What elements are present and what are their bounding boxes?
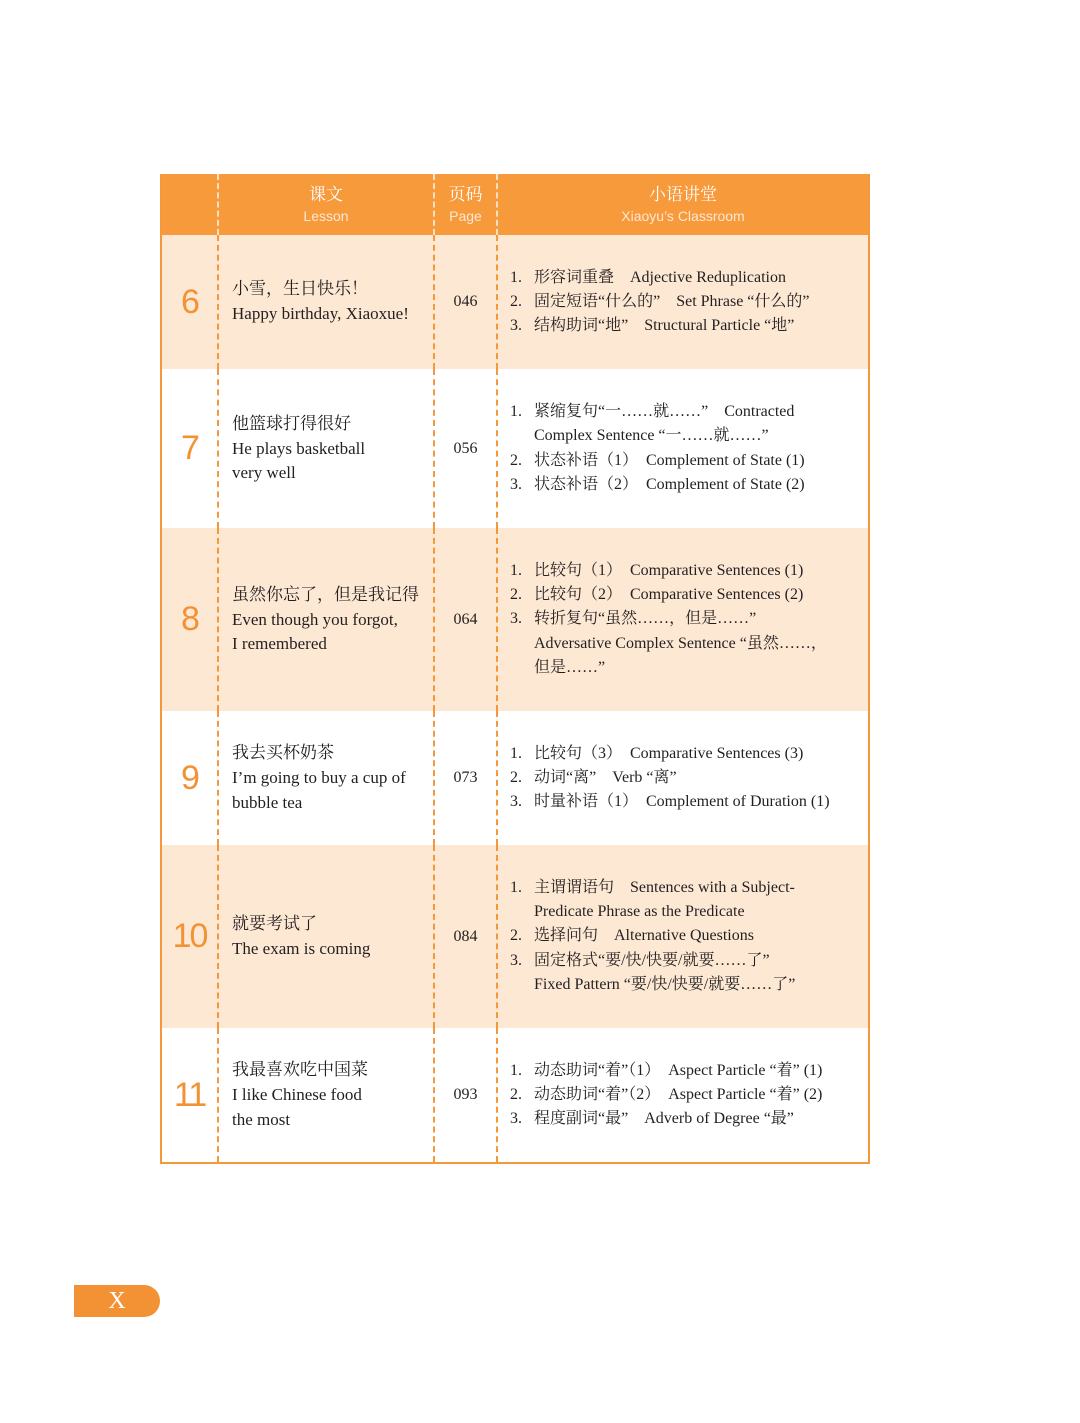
classroom-points [496, 1028, 868, 1162]
table-row [162, 845, 868, 1028]
grammar-point-text [534, 290, 868, 314]
lesson-title-zh: 就要考试了 [232, 913, 317, 934]
grammar-point-text [534, 876, 868, 925]
table-row [162, 369, 868, 528]
grammar-point-line: 紧缩复句“一……就……” Contracted [534, 402, 795, 420]
lesson-title-en: very well [232, 463, 296, 482]
lesson-title-zh: 我去买杯奶茶 [232, 743, 334, 763]
grammar-point-line: Fixed Pattern “要/快/快要/就要……了” [534, 975, 796, 993]
classroom-points [496, 528, 868, 711]
table-row [162, 528, 868, 711]
grammar-point-line: 状态补语（2） Complement of State (2) [534, 475, 805, 493]
grammar-point [510, 1083, 868, 1107]
lesson-title-en: He plays basketball [232, 438, 366, 458]
header-page [433, 174, 496, 235]
grammar-point [510, 924, 868, 948]
grammar-point-text [534, 559, 868, 583]
grammar-point-text [534, 314, 868, 338]
header-lesson [217, 174, 433, 235]
header-page-zh: 页码 [448, 184, 483, 204]
table-row [162, 711, 868, 845]
grammar-point-line: 动词“离” Verb “离” [534, 768, 677, 786]
lesson-title-en: I’m going to buy a cup of [232, 768, 406, 787]
grammar-point-number: 3. [510, 317, 522, 335]
grammar-point-number: 3. [510, 793, 522, 811]
lesson-title-zh: 小雪，生日快乐！ [232, 279, 368, 300]
grammar-point [510, 742, 868, 766]
lesson-title-zh: 虽然你忘了，但是我记得 [232, 584, 419, 605]
grammar-point [510, 607, 868, 680]
grammar-point-number: 1. [510, 402, 522, 420]
grammar-point-number: 1. [510, 878, 522, 896]
grammar-point-text [534, 1107, 868, 1131]
grammar-point-number: 3. [510, 475, 522, 493]
lesson-title-en: I remembered [232, 634, 327, 653]
page-number-tab [74, 1285, 160, 1317]
grammar-point-number: 2. [510, 768, 522, 786]
header-classroom-en: Xiaoyu’s Classroom [621, 207, 745, 224]
lesson-title-cell [217, 235, 433, 369]
lesson-number: 9 [181, 758, 198, 797]
header-classroom [496, 174, 868, 235]
grammar-point-line: 比较句（3） Comparative Sentences (3) [534, 744, 804, 762]
header-lesson-en: Lesson [303, 207, 349, 224]
lesson-page-number: 084 [433, 845, 496, 1028]
grammar-point-number: 3. [510, 610, 522, 628]
grammar-point-line: 选择问句 Alternative Questions [534, 927, 754, 945]
lesson-title-en: The exam is coming [232, 938, 371, 958]
grammar-point-line: 但是……” [534, 658, 606, 676]
lesson-number: 7 [181, 429, 198, 467]
grammar-point [510, 876, 868, 925]
grammar-point-line: 形容词重叠 Adjective Reduplication [534, 268, 786, 286]
grammar-point-number: 2. [510, 451, 522, 469]
table-row [162, 235, 868, 369]
grammar-point-text [534, 790, 868, 814]
grammar-point-number: 2. [510, 292, 522, 310]
grammar-point-text [534, 607, 868, 680]
grammar-point [510, 400, 868, 449]
grammar-point-line: 结构助词“地” Structural Particle “地” [534, 317, 795, 335]
grammar-point [510, 559, 868, 583]
grammar-point-text [534, 583, 868, 607]
lesson-title-cell [217, 1028, 433, 1162]
grammar-point-number: 1. [510, 561, 522, 579]
table-header [162, 174, 868, 235]
lesson-title-zh: 我最喜欢吃中国菜 [232, 1060, 368, 1080]
header-number-cell [162, 174, 217, 235]
grammar-point-line: 主谓谓语句 Sentences with a Subject- [534, 878, 795, 896]
classroom-points [496, 845, 868, 1028]
grammar-point-text [534, 924, 868, 948]
grammar-point-number: 2. [510, 927, 522, 945]
lesson-title-zh: 他篮球打得很好 [232, 413, 351, 434]
lesson-title-en: Even though you forgot, [232, 609, 398, 629]
grammar-point-line: Predicate Phrase as the Predicate [534, 903, 745, 921]
header-lesson-zh: 课文 [309, 184, 343, 204]
grammar-point [510, 266, 868, 290]
grammar-point [510, 949, 868, 998]
lesson-page-number: 064 [433, 528, 496, 711]
grammar-point-text [534, 266, 868, 290]
grammar-point-number: 2. [510, 1085, 522, 1103]
grammar-point [510, 583, 868, 607]
grammar-point-number: 2. [510, 586, 522, 604]
lesson-page-number: 056 [433, 369, 496, 528]
grammar-point-line: Adversative Complex Sentence “虽然……， [534, 634, 827, 652]
lesson-page-number: 046 [433, 235, 496, 369]
lesson-number: 11 [173, 1075, 206, 1114]
lesson-title-cell [217, 369, 433, 528]
grammar-point-text [534, 473, 868, 497]
header-classroom-zh: 小语讲堂 [649, 184, 717, 204]
lesson-title-en: I like Chinese food [232, 1085, 362, 1104]
grammar-point [510, 290, 868, 314]
lesson-number: 6 [181, 282, 198, 321]
grammar-point-number: 3. [510, 1110, 522, 1128]
grammar-point-number: 1. [510, 744, 522, 762]
table-row [162, 1028, 868, 1162]
grammar-point-text [534, 742, 868, 766]
lesson-page-number: 093 [433, 1028, 496, 1162]
grammar-point-line: 状态补语（1） Complement of State (1) [534, 451, 805, 469]
grammar-point-line: Complex Sentence “一……就……” [534, 427, 769, 445]
grammar-point-line: 动态助词“着”（2） Aspect Particle “着” (2) [534, 1085, 823, 1103]
lesson-title-en: Happy birthday, Xiaoxue! [232, 304, 409, 324]
lesson-number: 10 [172, 917, 207, 955]
classroom-points [496, 711, 868, 845]
grammar-point-text [534, 400, 868, 449]
table-body [162, 235, 868, 1162]
grammar-point-text [534, 949, 868, 998]
lesson-title-en: bubble tea [232, 792, 303, 812]
grammar-point [510, 1107, 868, 1131]
grammar-point-number: 3. [510, 951, 522, 969]
grammar-point [510, 766, 868, 790]
grammar-point-text [534, 449, 868, 473]
grammar-point-line: 比较句（2） Comparative Sentences (2) [534, 586, 804, 604]
classroom-points [496, 369, 868, 528]
lesson-title-en: the most [232, 1109, 291, 1129]
grammar-point-line: 固定格式“要/快/快要/就要……了” [534, 951, 770, 969]
grammar-point-line: 转折复句“虽然……，但是……” [534, 610, 757, 628]
grammar-point-line: 时量补语（1） Complement of Duration (1) [534, 793, 830, 811]
grammar-point [510, 314, 868, 338]
grammar-point-text [534, 1059, 868, 1083]
page-number: X [108, 1287, 126, 1314]
grammar-point [510, 473, 868, 497]
lesson-number: 8 [181, 600, 198, 638]
grammar-point-line: 动态助词“着”（1） Aspect Particle “着” (1) [534, 1061, 823, 1079]
grammar-point [510, 1059, 868, 1083]
grammar-point-number: 1. [510, 1061, 522, 1079]
grammar-point-line: 比较句（1） Comparative Sentences (1) [534, 561, 804, 579]
grammar-point-line: 固定短语“什么的” Set Phrase “什么的” [534, 292, 810, 310]
grammar-point-text [534, 766, 868, 790]
lesson-title-cell [217, 711, 433, 845]
classroom-points [496, 235, 868, 369]
grammar-point [510, 790, 868, 814]
lesson-title-cell [217, 845, 433, 1028]
grammar-point-line: 程度副词“最” Adverb of Degree “最” [534, 1110, 794, 1128]
lesson-page-number: 073 [433, 711, 496, 845]
grammar-point-number: 1. [510, 268, 522, 286]
table-of-contents [160, 174, 870, 1164]
grammar-point [510, 449, 868, 473]
lesson-title-cell [217, 528, 433, 711]
grammar-point-text [534, 1083, 868, 1107]
header-page-en: Page [449, 207, 482, 224]
